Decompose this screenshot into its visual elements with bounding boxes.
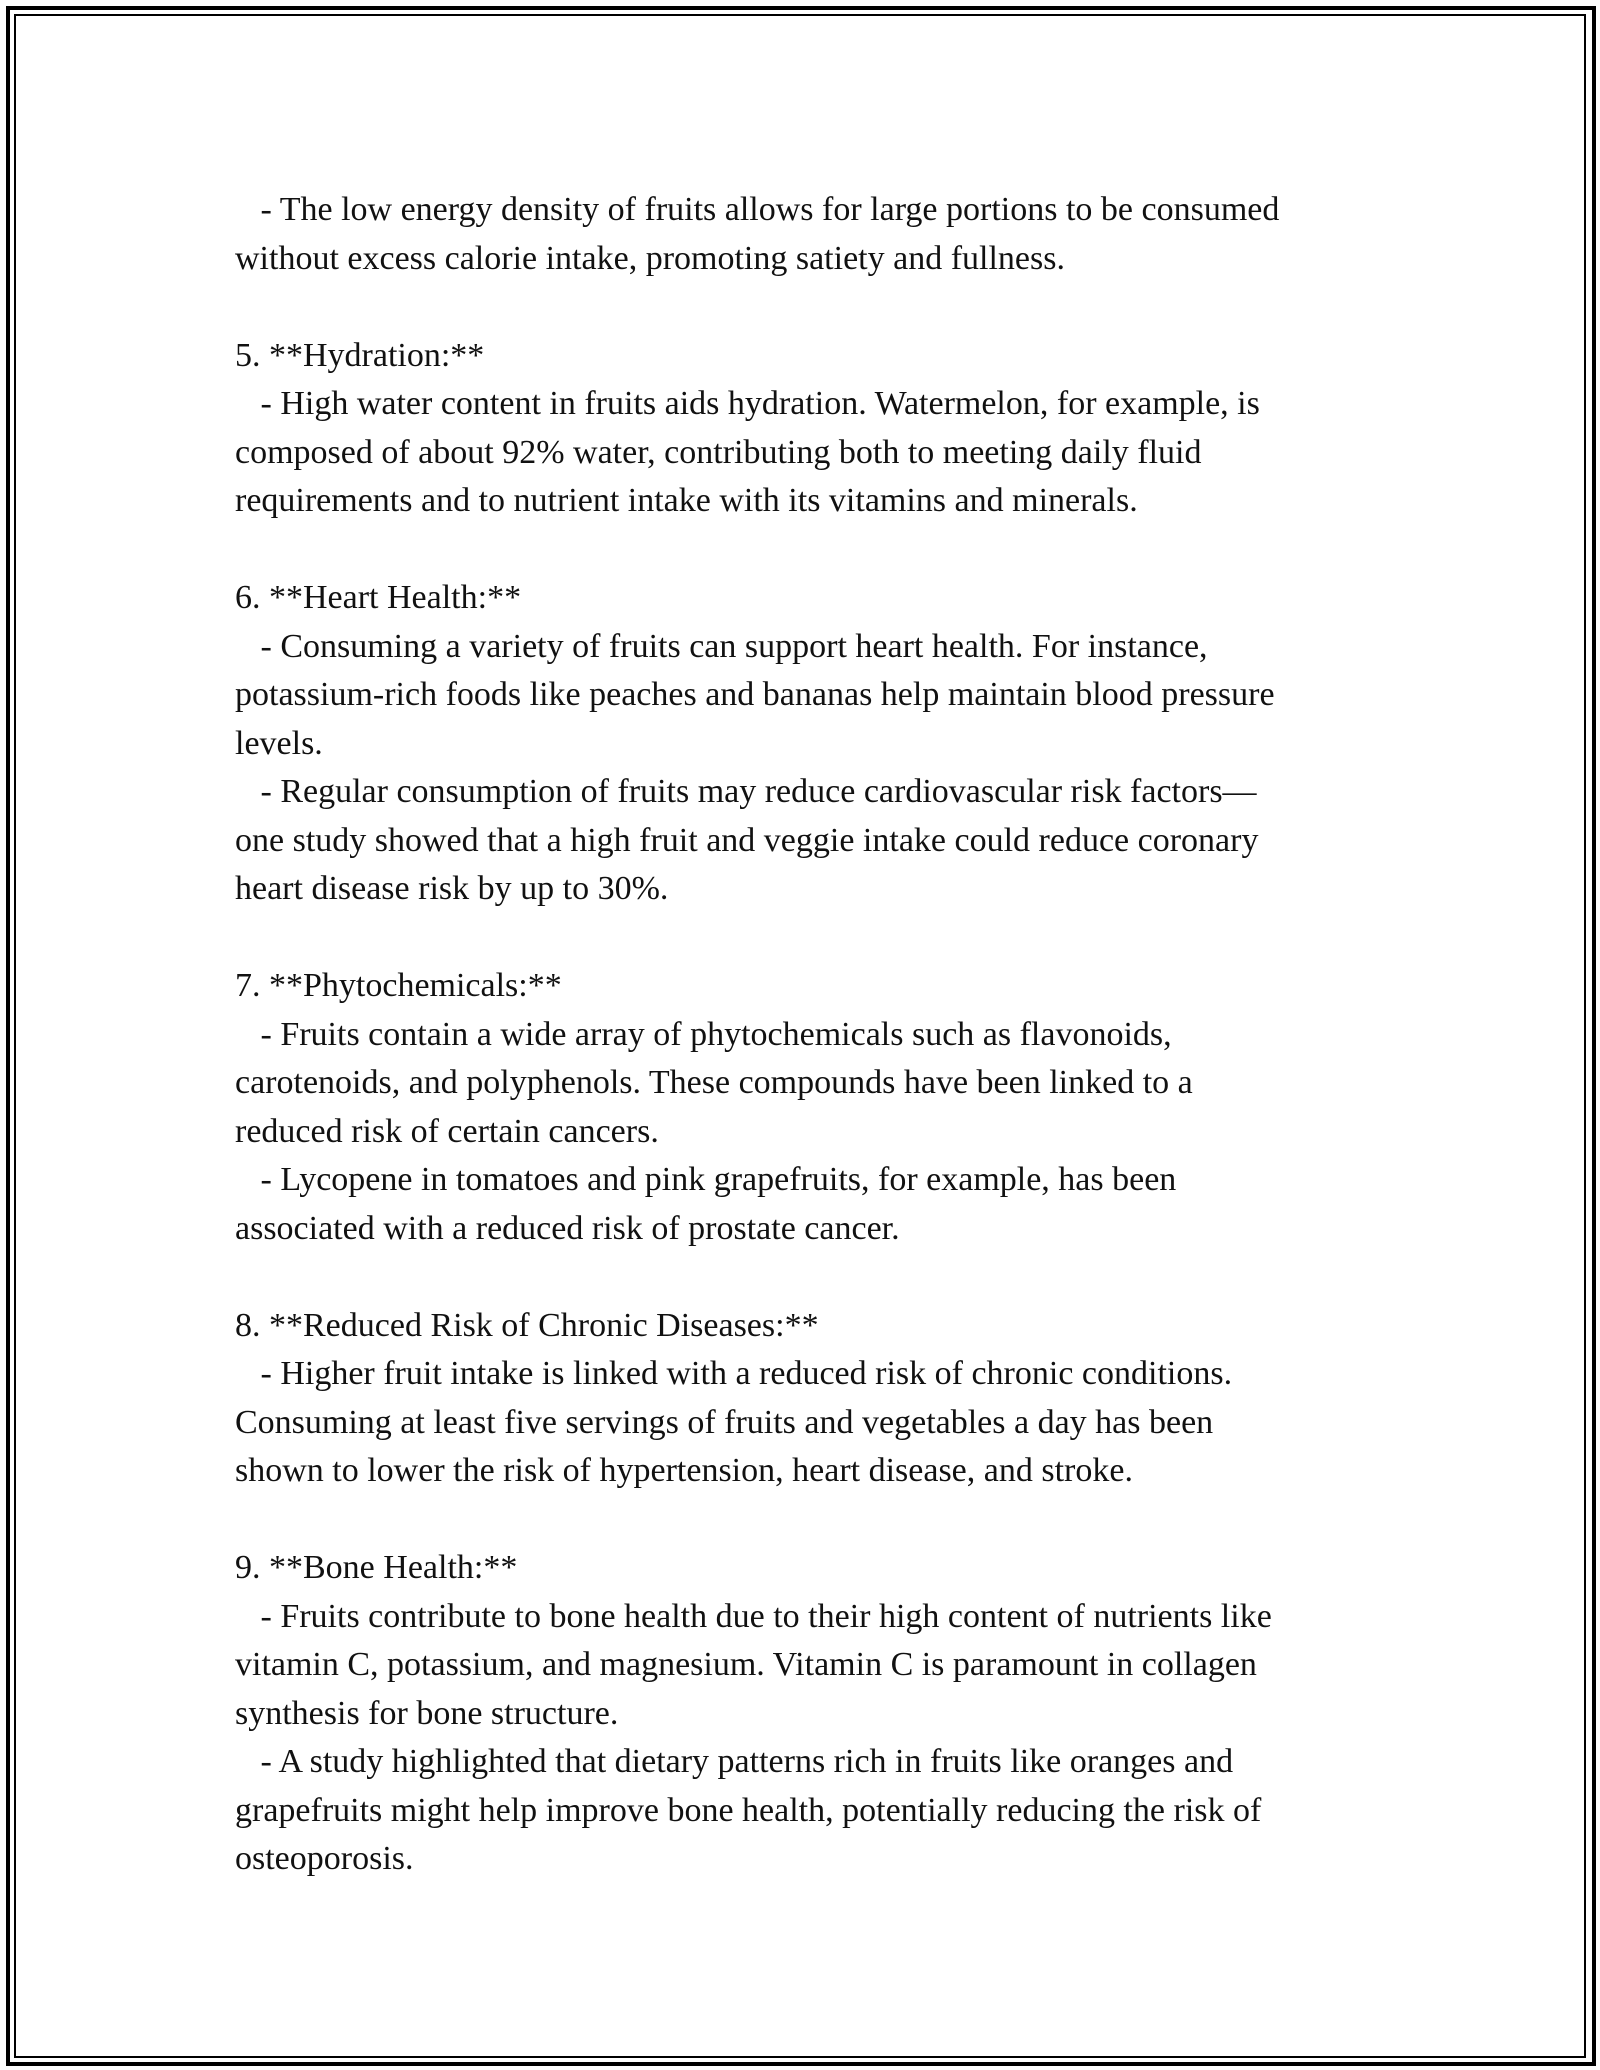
section-chronic-diseases — [235, 1302, 1395, 1496]
text-line: reduced risk of certain cancers. — [235, 1112, 659, 1150]
text-line: - Higher fruit intake is linked with a reduced risk of chronic conditions. — [235, 1355, 1233, 1392]
paragraph-gap — [235, 1253, 1395, 1302]
paragraph-gap — [235, 914, 1395, 963]
text-line: carotenoids, and polyphenols. These compounds have been linked to a — [235, 1064, 1193, 1101]
text-line: - Fruits contribute to bone health due to their high content of nutrients like — [235, 1597, 1272, 1635]
text-line: Consuming at least five servings of fruits and vegetables a day has been — [235, 1403, 1214, 1441]
text-line: osteoporosis. — [235, 1840, 414, 1877]
text-line: associated with a reduced risk of prostate cancer. — [235, 1209, 900, 1247]
text-line: grapefruits might help improve bone health, potentially reducing the risk of — [235, 1791, 1262, 1829]
text-line: shown to lower the risk of hypertension, heart disease, and stroke. — [235, 1452, 1133, 1489]
document-body — [235, 186, 1395, 1884]
paragraph-gap — [235, 1496, 1395, 1545]
text-line: levels. — [235, 724, 323, 762]
text-line: potassium-rich foods like peaches and bananas help maintain blood pressure — [235, 676, 1275, 713]
text-line: composed of about 92% water, contributing both to meeting daily fluid — [235, 433, 1202, 471]
text-line: - Fruits contain a wide array of phytochemicals such as flavonoids, — [235, 1015, 1172, 1053]
text-line: - Consuming a variety of fruits can support heart health. For instance, — [235, 627, 1208, 665]
text-line: - Regular consumption of fruits may reduce cardiovascular risk factors— — [235, 773, 1257, 810]
section-phytochemicals — [235, 962, 1395, 1253]
section-heart-health — [235, 574, 1395, 914]
text-line: without excess calorie intake, promoting satiety and fullness. — [235, 239, 1065, 277]
text-line: one study showed that a high fruit and veggie intake could reduce coronary — [235, 821, 1259, 859]
paragraph-gap — [235, 283, 1395, 332]
section-heading: 9. **Bone Health:** — [235, 1549, 518, 1586]
text-line: requirements and to nutrient intake with its vitamins and minerals. — [235, 482, 1138, 519]
text-line: - A study highlighted that dietary patterns rich in fruits like oranges and — [235, 1743, 1234, 1780]
text-line: synthesis for bone structure. — [235, 1694, 619, 1732]
section-bone-health — [235, 1544, 1395, 1884]
section-hydration — [235, 332, 1395, 526]
paragraph-gap — [235, 526, 1395, 575]
text-line: vitamin C, potassium, and magnesium. Vitamin C is paramount in collagen — [235, 1646, 1257, 1683]
text-line: - Lycopene in tomatoes and pink grapefruits, for example, has been — [235, 1161, 1177, 1198]
section-heading: 8. **Reduced Risk of Chronic Diseases:** — [235, 1306, 819, 1344]
section-heading: 7. **Phytochemicals:** — [235, 967, 562, 1004]
text-line: - High water content in fruits aids hydration. Watermelon, for example, is — [235, 385, 1260, 422]
text-line: - The low energy density of fruits allows for large portions to be consumed — [235, 191, 1280, 228]
section-heading: 6. **Heart Health:** — [235, 579, 522, 616]
section-heading: 5. **Hydration:** — [235, 336, 485, 374]
text-line: heart disease risk by up to 30%. — [235, 870, 669, 907]
intro-paragraph — [235, 186, 1395, 283]
